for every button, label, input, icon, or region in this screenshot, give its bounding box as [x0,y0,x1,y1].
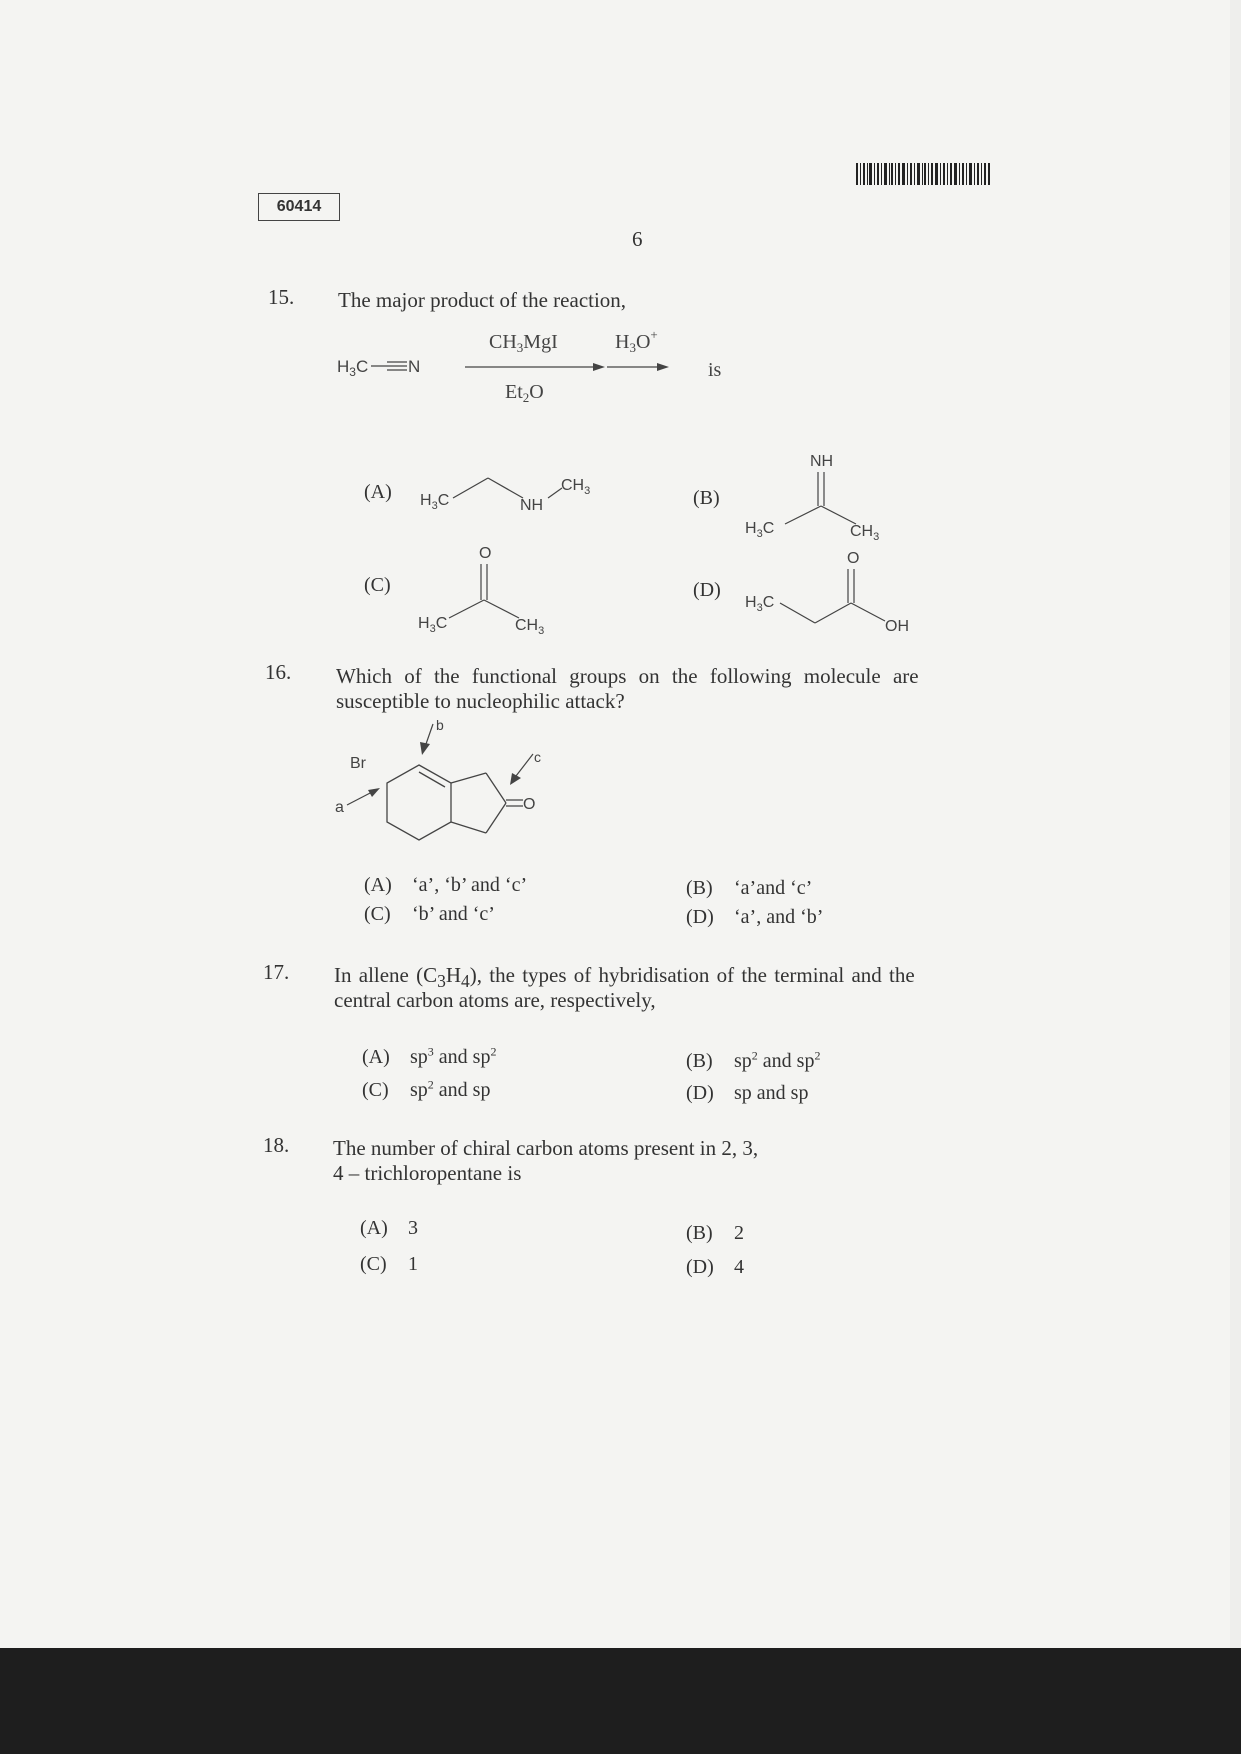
q16-text-line1: Which of the functional groups on the following molecule are [336,664,919,688]
paper-code: 60414 [258,193,340,221]
q17-option-d[interactable]: (D) sp and sp [686,1082,809,1104]
svg-text:H3C: $H_3C$ [745,520,775,540]
bromine-label: Br [350,755,366,772]
q16-option-a[interactable]: (A) ‘a’, ‘b’ and ‘c’ [364,874,528,896]
q15-option-b-structure [740,448,900,543]
q15-text: The major product of the reaction, [338,288,627,312]
q17-option-c[interactable]: (C) $sp^2$ and sp [362,1077,491,1101]
q16-option-d[interactable]: (D) ‘a’, and ‘b’ [686,906,824,928]
q17-option-a[interactable]: (A) $sp^3$ and $sp^2$ [362,1044,497,1068]
arrow-label-c: c [534,749,541,765]
svg-text:NH: NH [520,497,544,514]
q16-molecule-diagram [330,712,570,862]
reagent-h3o-plus: $H_3O^+$ [615,327,658,355]
q15-option-b-label[interactable]: (B) [693,487,720,509]
q16-text-line2: susceptible to nucleophilic attack? [336,689,625,713]
q15-option-d-structure [745,545,925,640]
q15-number: 15. [268,285,295,309]
svg-text:CH3: $CH_3$ [561,477,591,497]
carbonyl-oxygen-label: O [523,796,536,813]
svg-text:H3C: $H_3C$ [420,492,450,512]
svg-text:NH: NH [810,453,834,470]
svg-text:H3C: $H_3C$ [745,594,775,614]
svg-text:N: N [408,357,421,376]
q18-option-b[interactable]: (B) 2 [686,1222,744,1244]
page-number: 6 [632,227,643,251]
q16-number: 16. [265,660,292,684]
q15-option-a-structure [415,470,605,520]
reagent-et2o: $Et_2O$ [505,381,544,405]
arrow-label-a: a [335,799,344,816]
svg-text:H3C: $H_3C$ [418,615,448,635]
q15-option-d-label[interactable]: (D) [693,579,721,601]
svg-text:O: O [847,550,860,567]
barcode [856,163,990,185]
q17-text-line1: In allene $(C_3H_4)$, the types of hybridisation of the terminal and the [334,963,915,992]
q17-text-line2: central carbon atoms are, respectively, [334,988,656,1012]
q15-option-c-label[interactable]: (C) [364,574,391,596]
q18-text-line1: The number of chiral carbon atoms present in 2, 3, [333,1136,759,1160]
q18-text-line2: 4 – trichloropentane is [333,1161,522,1185]
svg-text:CH3: $CH_3$ [515,617,545,637]
svg-text:OH: OH [885,618,909,635]
reagent-ch3mgi: $CH_3MgI$ [489,331,558,355]
q18-option-c[interactable]: (C) 1 [360,1253,418,1275]
paper-right-edge [1230,0,1241,1648]
q18-option-a[interactable]: (A) 3 [360,1217,418,1239]
reaction-suffix: is [708,359,722,381]
q17-option-b[interactable]: (B) $sp^2$ and $sp^2$ [686,1048,821,1072]
q16-option-b[interactable]: (B) ‘a’and ‘c’ [686,877,813,899]
q17-number: 17. [263,960,290,984]
scanner-bed-margin [0,1648,1241,1754]
q15-option-a-label[interactable]: (A) [364,481,392,503]
q18-option-d[interactable]: (D) 4 [686,1256,744,1278]
arrow-c [516,754,533,776]
svg-text:CH3: $CH_3$ [850,523,880,543]
arrow-b [426,724,433,744]
q15-option-c-structure [415,540,575,635]
q15-reaction-scheme [335,320,735,410]
svg-text:O: O [479,545,492,562]
reactant-h3c: $H_3C$ [337,357,369,379]
q16-option-c[interactable]: (C) ‘b’ and ‘c’ [364,903,495,925]
arrow-label-b: b [436,717,444,733]
q18-number: 18. [263,1133,290,1157]
